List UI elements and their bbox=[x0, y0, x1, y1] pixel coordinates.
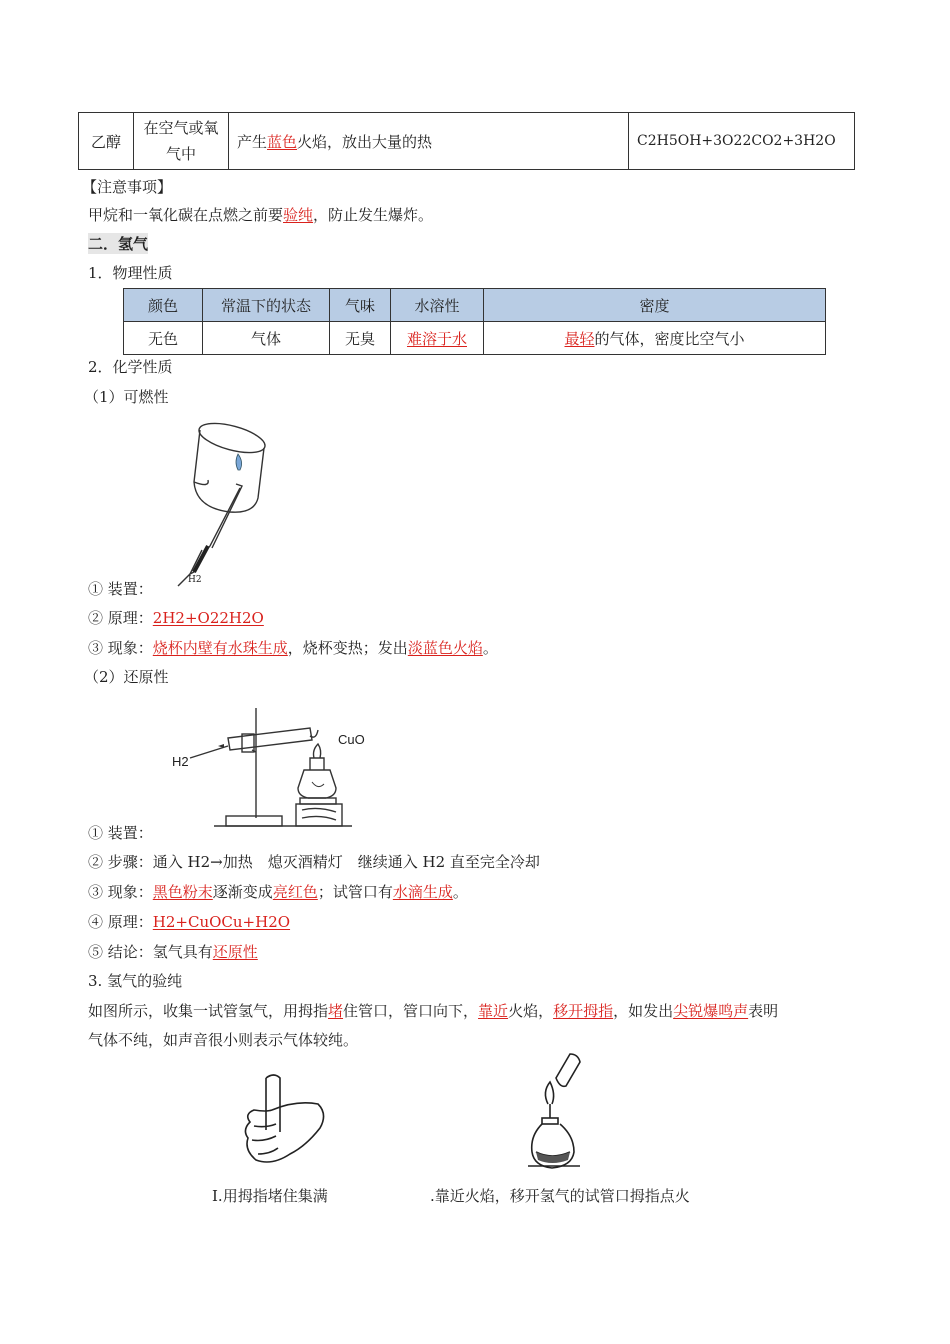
cell-density: 最轻的气体，密度比空气小 bbox=[484, 322, 826, 355]
flame-test-figure bbox=[522, 1052, 588, 1176]
cell-smell: 无臭 bbox=[330, 322, 391, 355]
c1-principle: ② 原理：2H2+O22H2O bbox=[88, 609, 264, 627]
physical-properties-table bbox=[123, 288, 826, 355]
table-header-row bbox=[124, 289, 826, 322]
section-title: 二．氢气 bbox=[88, 235, 149, 253]
equation-cell: C2H5OH+3O22CO2+3H2O bbox=[629, 113, 855, 170]
ethanol-table bbox=[78, 112, 855, 170]
notes-title: 【注意事项】 bbox=[82, 178, 173, 196]
fig1-h2-label: H2 bbox=[188, 575, 202, 585]
c2-steps: ② 步骤：通入 H2→加热 熄灭酒精灯 继续通入 H2 直至完全冷却 bbox=[88, 853, 540, 871]
c1-phenomenon: ③ 现象：烧杯内壁有水珠生成，烧杯变热；发出淡蓝色火焰。 bbox=[88, 639, 498, 657]
c1-device: ① 装置： bbox=[88, 580, 153, 598]
combustibility-heading: （1）可燃性 bbox=[84, 388, 169, 406]
thumb-test-tube-figure bbox=[236, 1070, 332, 1174]
header-solubility: 水溶性 bbox=[391, 289, 484, 322]
header-smell: 气味 bbox=[330, 289, 391, 322]
cell-solubility: 难溶于水 bbox=[391, 322, 484, 355]
header-state: 常温下的状态 bbox=[203, 289, 330, 322]
phenomenon-cell: 产生蓝色火焰，放出大量的热 bbox=[229, 113, 629, 170]
table-row bbox=[124, 322, 826, 355]
purity-paragraph-2: 气体不纯，如声音很小则表示气体较纯。 bbox=[88, 1031, 359, 1049]
caption-2: .靠近火焰，移开氢气的试管口拇指点火 bbox=[430, 1187, 690, 1205]
fig2-cuo-label: CuO bbox=[338, 732, 365, 747]
fig2-h2-label: H2 bbox=[172, 754, 189, 769]
condition-cell: 在空气或氧气中 bbox=[134, 113, 229, 170]
chemical-heading: 2．化学性质 bbox=[88, 358, 173, 376]
table-row bbox=[79, 113, 855, 170]
purity-heading: 3. 氢气的验纯 bbox=[88, 972, 183, 990]
cell-state: 气体 bbox=[203, 322, 330, 355]
header-density: 密度 bbox=[484, 289, 826, 322]
c2-conclusion: ⑤ 结论：氢气具有还原性 bbox=[88, 943, 258, 961]
hydrogen-combustion-figure bbox=[150, 418, 290, 588]
substance-cell: 乙醇 bbox=[79, 113, 134, 170]
cell-color: 无色 bbox=[124, 322, 203, 355]
c2-device: ① 装置： bbox=[88, 824, 153, 842]
c2-phenomenon: ③ 现象：黑色粉末逐渐变成亮红色；试管口有水滴生成。 bbox=[88, 883, 468, 901]
c2-principle: ④ 原理：H2+CuOCu+H2O bbox=[88, 913, 291, 931]
header-color: 颜色 bbox=[124, 289, 203, 322]
cuo-reduction-figure bbox=[168, 700, 378, 832]
purity-paragraph: 如图所示，收集一试管氢气，用拇指堵住管口，管口向下，靠近火焰，移开拇指，如发出尖锐爆鸣声表明 bbox=[88, 1002, 779, 1020]
notes-text: 甲烷和一氧化碳在点燃之前要验纯，防止发生爆炸。 bbox=[88, 206, 434, 224]
physical-heading: 1．物理性质 bbox=[88, 264, 173, 282]
reducibility-heading: （2）还原性 bbox=[84, 668, 169, 686]
caption-1: I.用拇指堵住集满 bbox=[212, 1187, 328, 1205]
